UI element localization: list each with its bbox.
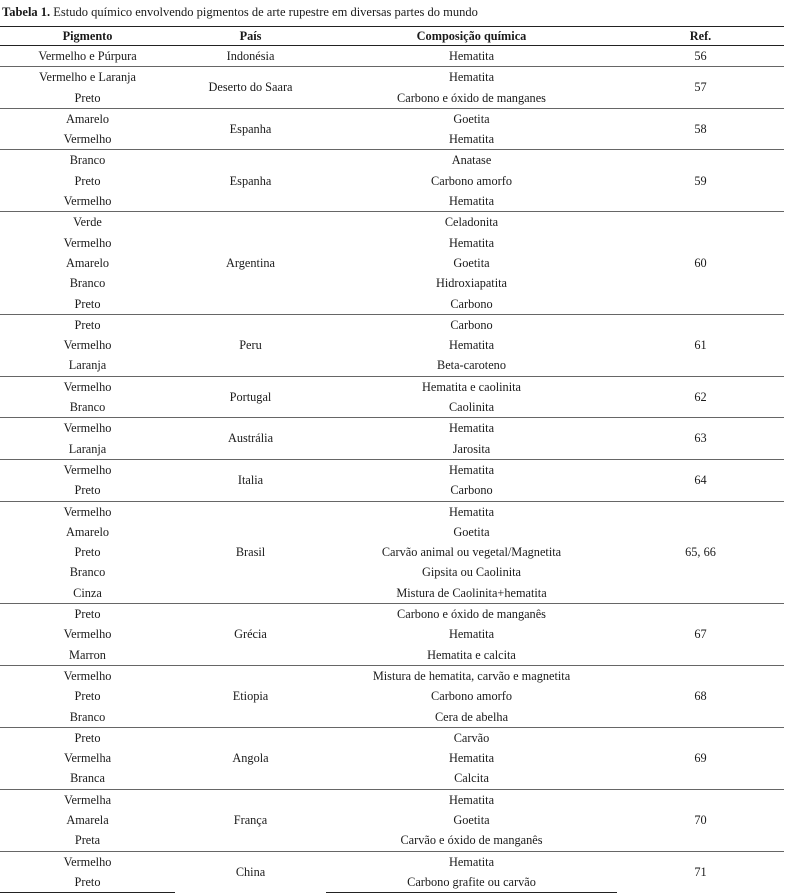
cell-pigmento: Preto xyxy=(74,545,101,560)
cell-pigmento: Preto xyxy=(74,173,101,188)
cell-composicao: Carbono amorfo xyxy=(431,689,512,704)
cell-composicao: Hematita xyxy=(448,132,495,147)
cell-pigmento: Vermelho e Laranja xyxy=(0,67,175,88)
cell-ref: 65, 66 xyxy=(617,501,784,603)
cell-pais: Angola xyxy=(175,727,326,789)
cell-composicao: Hematita xyxy=(326,501,617,522)
cell-composicao: Hematita xyxy=(326,851,617,872)
caption-label: Tabela 1. xyxy=(2,5,51,19)
cell-ref: 70 xyxy=(617,789,784,851)
header-ref: Ref. xyxy=(617,27,784,46)
cell-composicao: Carbono grafite ou carvão xyxy=(326,872,617,893)
cell-pigmento: Amarela xyxy=(66,812,109,827)
cell-pigmento: Marron xyxy=(69,647,106,662)
cell-pais: Indonésia xyxy=(226,49,275,63)
cell-composicao: Hematita xyxy=(448,627,495,642)
cell-composicao: Carvão animal ou vegetal/Magnetita xyxy=(381,545,562,560)
cell-pais: Italia xyxy=(175,459,326,501)
cell-pigmento: Branco xyxy=(69,709,106,724)
cell-composicao: Goetita xyxy=(453,524,490,539)
table-row xyxy=(0,46,784,67)
pigment-table xyxy=(0,26,784,893)
cell-pais: Argentina xyxy=(175,212,326,314)
cell-composicao: Cera de abelha xyxy=(434,709,509,724)
cell-pigmento: Branco xyxy=(69,400,106,415)
cell-pigmento: Vermelho xyxy=(63,338,112,353)
cell-pigmento: Vermelho xyxy=(0,418,175,439)
cell-composicao: Hematita xyxy=(448,235,495,250)
cell-pigmento: Preto xyxy=(0,314,175,335)
cell-pais: Grécia xyxy=(175,604,326,666)
table-caption xyxy=(0,4,786,20)
table-row xyxy=(0,604,784,625)
cell-pais: Peru xyxy=(175,314,326,376)
cell-ref: 59 xyxy=(617,150,784,212)
cell-pigmento: Laranja xyxy=(68,358,107,373)
table-row xyxy=(0,501,784,522)
cell-composicao: Hematita e caolinita xyxy=(326,376,617,397)
cell-pais: Portugal xyxy=(175,376,326,418)
cell-pigmento: Branco xyxy=(69,276,106,291)
cell-ref: 61 xyxy=(617,314,784,376)
cell-pigmento: Preta xyxy=(74,833,101,848)
cell-pigmento: Amarelo xyxy=(65,255,110,270)
cell-composicao: Hematita xyxy=(326,789,617,810)
cell-pigmento: Vermelho xyxy=(63,627,112,642)
cell-pigmento: Vermelha xyxy=(63,751,112,766)
cell-ref: 63 xyxy=(617,418,784,460)
cell-composicao: Hematita xyxy=(448,338,495,353)
cell-ref: 56 xyxy=(694,49,707,63)
cell-ref: 60 xyxy=(617,212,784,314)
cell-pigmento: Vermelho xyxy=(0,665,175,686)
cell-pigmento: Vermelho xyxy=(0,501,175,522)
cell-composicao: Hematita e calcita xyxy=(427,647,516,662)
cell-ref: 71 xyxy=(617,851,784,893)
cell-pais: Brasil xyxy=(175,501,326,603)
cell-composicao: Carbono xyxy=(326,314,617,335)
cell-composicao: Carbono xyxy=(450,296,493,311)
cell-composicao: Caolinita xyxy=(448,400,495,415)
cell-composicao: Hematita xyxy=(326,418,617,439)
table-row xyxy=(0,789,784,810)
header-composicao: Composição química xyxy=(326,27,617,46)
cell-composicao: Hematita xyxy=(448,194,495,209)
cell-pais: China xyxy=(175,851,326,893)
caption-text: Estudo químico envolvendo pigmentos de arte rupestre em diversas partes do mundo xyxy=(50,5,478,19)
table-row xyxy=(0,727,784,748)
table-row xyxy=(0,108,784,129)
cell-pigmento: Vermelho xyxy=(63,132,112,147)
cell-pigmento: Vermelho xyxy=(63,235,112,250)
cell-pigmento: Preto xyxy=(0,604,175,625)
cell-composicao: Hidroxiapatita xyxy=(435,276,508,291)
cell-pigmento: Verde xyxy=(0,212,175,233)
table-row xyxy=(0,376,784,397)
cell-composicao: Anatase xyxy=(326,150,617,171)
cell-ref: 58 xyxy=(617,108,784,150)
cell-ref: 62 xyxy=(617,376,784,418)
table-row xyxy=(0,418,784,439)
cell-composicao: Calcita xyxy=(454,771,489,786)
cell-composicao: Carvão xyxy=(326,727,617,748)
cell-pigmento: Branca xyxy=(70,771,105,786)
cell-pigmento: Preto xyxy=(0,872,175,893)
cell-pigmento: Preto xyxy=(74,689,101,704)
cell-composicao: Goetita xyxy=(453,812,490,827)
cell-pais: Austrália xyxy=(175,418,326,460)
cell-composicao: Beta-caroteno xyxy=(437,358,506,373)
cell-ref: 57 xyxy=(617,67,784,109)
cell-pigmento: Preto xyxy=(74,483,101,498)
cell-composicao: Carbono amorfo xyxy=(431,173,512,188)
cell-composicao: Jarosita xyxy=(452,441,491,456)
cell-pigmento: Amarelo xyxy=(0,108,175,129)
cell-composicao: Gipsita ou Caolinita xyxy=(421,565,522,580)
cell-pais: Espanha xyxy=(175,150,326,212)
cell-composicao: Celadonita xyxy=(326,212,617,233)
cell-composicao: Hematita xyxy=(448,49,495,63)
cell-ref: 68 xyxy=(617,665,784,727)
cell-ref: 69 xyxy=(617,727,784,789)
cell-pigmento: Vermelho xyxy=(0,376,175,397)
cell-composicao: Mistura de hematita, carvão e magnetita xyxy=(326,665,617,686)
cell-ref: 67 xyxy=(617,604,784,666)
cell-composicao: Carvão e óxido de manganês xyxy=(400,833,543,848)
cell-composicao: Carbono e óxido de manganes xyxy=(397,90,546,105)
table-row xyxy=(0,665,784,686)
table-row xyxy=(0,212,784,233)
cell-pigmento: Branco xyxy=(69,565,106,580)
cell-pais: Etiopia xyxy=(175,665,326,727)
cell-pigmento: Amarelo xyxy=(65,524,110,539)
cell-pais: Deserto do Saara xyxy=(175,67,326,109)
header-pigmento: Pigmento xyxy=(0,27,175,46)
cell-pigmento: Branco xyxy=(0,150,175,171)
table-row xyxy=(0,67,784,88)
cell-ref: 64 xyxy=(617,459,784,501)
cell-pigmento: Vermelha xyxy=(0,789,175,810)
cell-pigmento: Preto xyxy=(74,90,101,105)
cell-composicao: Hematita xyxy=(326,459,617,480)
cell-pigmento: Vermelho xyxy=(0,851,175,872)
table-row xyxy=(0,851,784,872)
table-row xyxy=(0,459,784,480)
cell-composicao: Carbono xyxy=(450,483,493,498)
cell-pigmento: Cinza xyxy=(73,585,102,600)
cell-composicao: Goetita xyxy=(326,108,617,129)
cell-pigmento: Vermelho e Púrpura xyxy=(38,49,137,63)
cell-pigmento: Preto xyxy=(74,296,101,311)
cell-pigmento: Vermelho xyxy=(63,194,112,209)
cell-pigmento: Vermelho xyxy=(0,459,175,480)
cell-pais: Espanha xyxy=(175,108,326,150)
table-row xyxy=(0,150,784,171)
cell-composicao: Mistura de Caolinita+hematita xyxy=(396,585,547,600)
cell-composicao: Hematita xyxy=(448,751,495,766)
cell-composicao: Hematita xyxy=(326,67,617,88)
table-row xyxy=(0,314,784,335)
cell-pais: França xyxy=(175,789,326,851)
header-row xyxy=(0,27,784,46)
cell-composicao: Carbono e óxido de manganês xyxy=(326,604,617,625)
cell-pigmento: Laranja xyxy=(68,441,107,456)
table-body xyxy=(0,46,784,893)
cell-pigmento: Preto xyxy=(0,727,175,748)
header-pais: País xyxy=(175,27,326,46)
cell-composicao: Goetita xyxy=(453,255,490,270)
